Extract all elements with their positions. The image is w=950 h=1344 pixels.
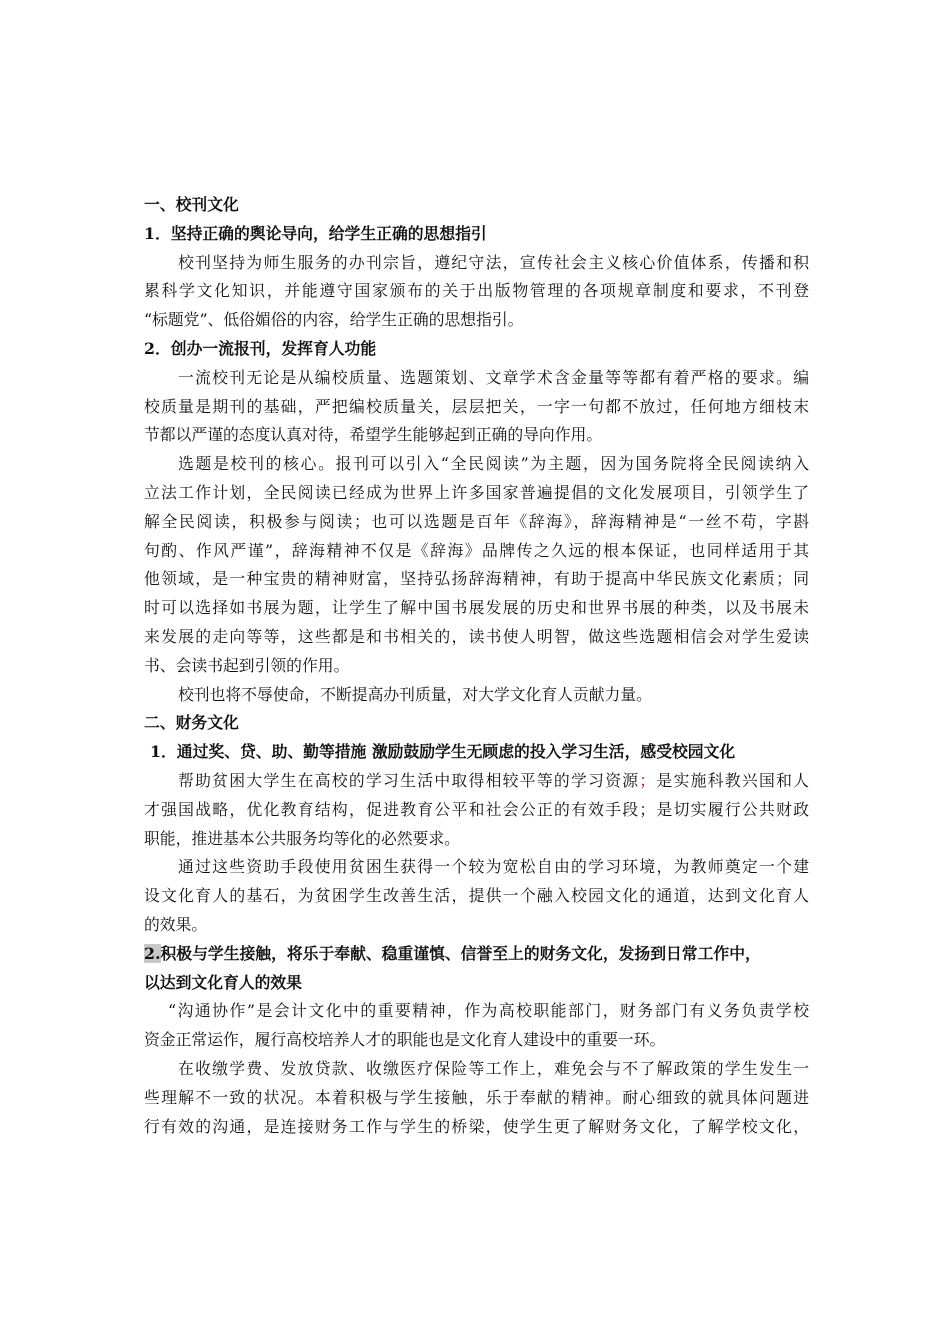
paragraph-line: 职能，推进基本公共服务均等化的必然要求。 — [144, 828, 460, 848]
paragraph-line: 校刊也将不辱使命，不断提高办刊质量，对大学文化育人贡献力量。 — [178, 684, 652, 704]
paragraph-line: 些理解不一致的状况。本着积极与学生接触，乐于奉献的精神。耐心细致的就具体问题进 — [144, 1087, 809, 1107]
paragraph-line: 来发展的走向等等，这些都是和书相关的，读书使人明智，做这些选题相信会对学生爱读 — [144, 626, 809, 646]
subheading-2-1: 1．通过奖、贷、助、勤等措施 激励鼓励学生无顾虑的投入学习生活，感受校园文化 — [150, 742, 736, 762]
document-page — [144, 191, 809, 1141]
paragraph-line: 校刊坚持为师生服务的办刊宗旨，遵纪守法，宣传社会主义核心价值体系，传播和积 — [178, 252, 809, 272]
paragraph-line: 立法工作计划，全民阅读已经成为世界上许多国家普遍提倡的文化发展项目，引领学生了 — [144, 482, 809, 502]
paragraph-line — [144, 767, 809, 796]
paragraph-line: “标题党”、低俗媚俗的内容，给学生正确的思想指引。 — [144, 310, 524, 330]
highlighted-number: 2. — [144, 943, 161, 963]
paragraph-line: 设文化育人的基石，为贫困学生改善生活，提供一个融入校园文化的通道，达到文化育人 — [144, 886, 809, 906]
paragraph-line: “沟通协作”是会计文化中的重要精神，作为高校职能部门，财务部门有义务负责学校 — [168, 1001, 809, 1021]
text-run: 积极与学生接触，将乐于奉献、稳重谨慎、信誉至上的财务文化，发扬到日常工作中， — [160, 943, 761, 963]
paragraph-line: 一流校刊无论是从编校质量、选题策划、文章学术含金量等等都有着严格的要求。编 — [178, 367, 809, 387]
paragraph-line: 节都以严谨的态度认真对待，希望学生能够起到正确的导向作用。 — [144, 425, 603, 445]
paragraph-line: 才强国战略，优化教育结构，促进教育公平和社会公正的有效手段；是切实履行公共财政 — [144, 799, 809, 819]
paragraph-line: 解全民阅读，积极参与阅读；也可以选题是百年《辞海》，辞海精神是“一丝不苟，字斟 — [144, 511, 809, 531]
paragraph-line: 的效果。 — [144, 914, 208, 934]
paragraph-line: 句酌、作风严谨”，辞海精神不仅是《辞海》品牌传之久远的根本保证，也同样适用于其 — [144, 540, 809, 560]
paragraph-line: 行有效的沟通，是连接财务工作与学生的桥梁，使学生更了解财务文化，了解学校文化， — [144, 1116, 809, 1136]
paragraph-line: 累科学文化知识，并能遵守国家颁布的关于出版物管理的各项规章制度和要求，不刊登 — [144, 281, 809, 301]
paragraph-line: 他领域，是一种宝贵的精神财富，坚持弘扬辞海精神，有助于提高中华民族文化素质；同 — [144, 569, 809, 589]
section-title-school-journal: 一、校刊文化 — [144, 195, 239, 214]
paragraph-line: 书、会读书起到引领的作用。 — [144, 655, 350, 675]
subheading-2-2 — [144, 940, 809, 969]
text-run: 是实施科教兴国和人 — [655, 770, 809, 790]
paragraph-line: 校质量是期刊的基础，严把编校质量关，层层把关，一字一句都不放过，任何地方细枝末 — [144, 396, 809, 416]
red-semicolon: ； — [639, 770, 656, 790]
subheading-2-2-cont: 以达到文化育人的效果 — [144, 972, 302, 992]
subheading-1-1: 1．坚持正确的舆论导向，给学生正确的思想指引 — [144, 223, 487, 243]
paragraph-line: 时可以选择如书展为题，让学生了解中国书展发展的历史和世界书展的种类，以及书展未 — [144, 598, 809, 618]
paragraph-line: 资金正常运作，履行高校培养人才的职能也是文化育人建设中的重要一环。 — [144, 1030, 666, 1050]
section-title-finance: 二、财务文化 — [144, 713, 239, 733]
paragraph-line: 选题是校刊的核心。报刊可以引入“全民阅读”为主题，因为国务院将全民阅读纳入 — [178, 454, 809, 474]
paragraph-line: 通过这些资助手段使用贫困生获得一个较为宽松自由的学习环境，为教师奠定一个建 — [178, 857, 809, 877]
paragraph-line: 在收缴学费、发放贷款、收缴医疗保险等工作上，难免会与不了解政策的学生发生一 — [178, 1058, 809, 1078]
text-run: 帮助贫困大学生在高校的学习生活中取得相较平等的学习资源 — [178, 770, 640, 790]
subheading-1-2: 2．创办一流报刊，发挥育人功能 — [144, 338, 377, 358]
